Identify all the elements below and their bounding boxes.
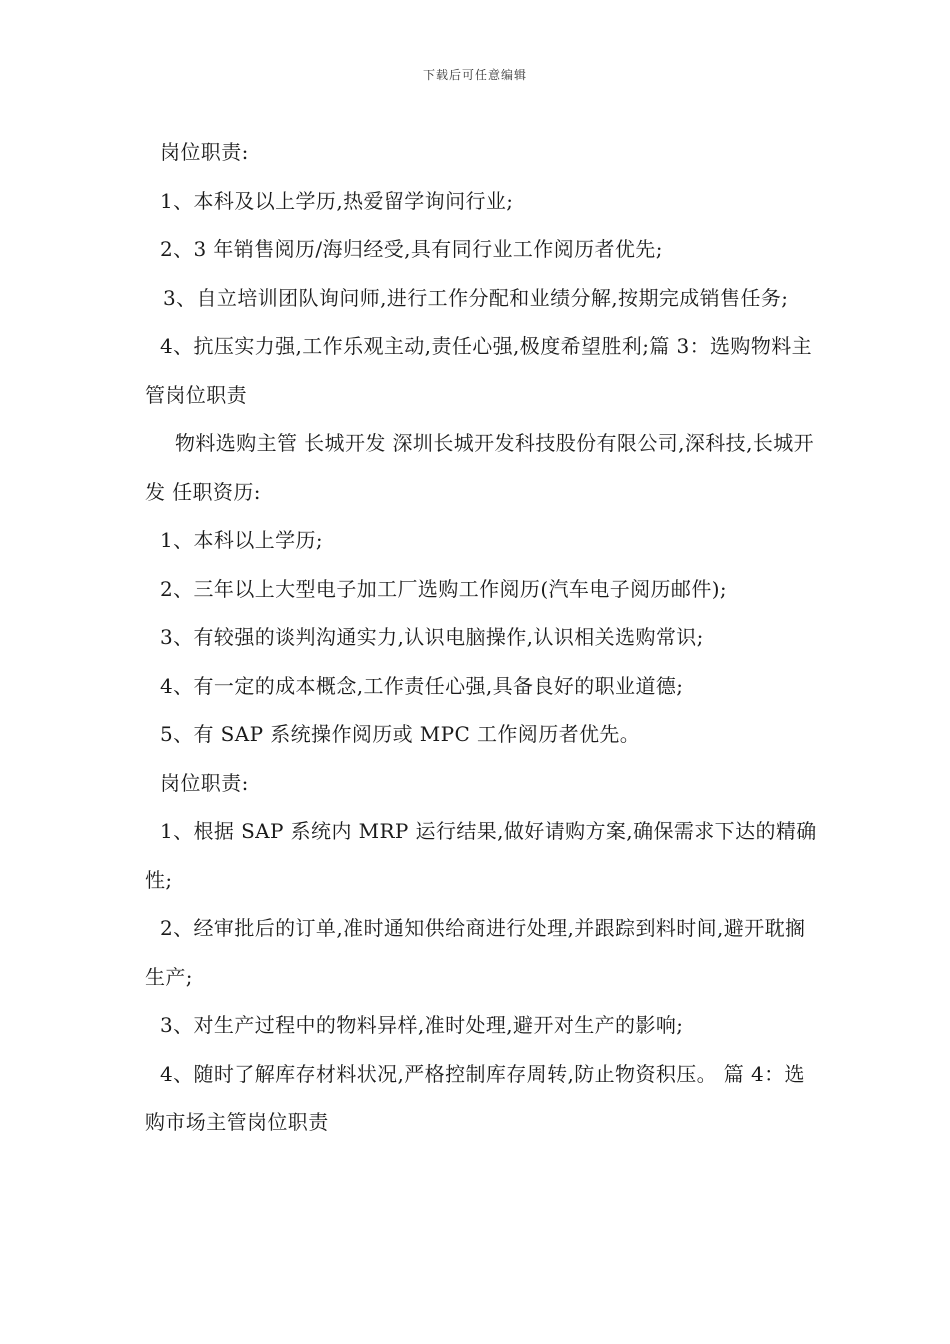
paragraph: 3、对生产过程中的物料异样,准时处理,避开对生产的影响; (160, 1013, 684, 1037)
paragraph: 3、有较强的谈判沟通实力,认识电脑操作,认识相关选购常识; (160, 625, 704, 649)
page-header: 下载后可任意编辑 (422, 68, 527, 82)
paragraph: 1、本科以上学历; (160, 528, 324, 552)
paragraph: 5、有 SAP 系统操作阅历或 MPC 工作阅历者优先。 (160, 722, 641, 746)
paragraph: 岗位职责: (160, 770, 249, 795)
paragraph: 物料选购主管 长城开发 深圳长城开发科技股份有限公司,深科技,长城开发 任职资历: (145, 431, 815, 504)
paragraph: 4、随时了解库存材料状况,严格控制库存周转,防止物资积压。 篇 4：选购市场主管岗位职责 (145, 1061, 805, 1134)
paragraph: 2、经审批后的订单,准时通知供给商进行处理,并跟踪到料时间,避开耽搁生产; (145, 916, 806, 989)
paragraph: 岗位职责: (160, 140, 249, 164)
paragraph: 2、3 年销售阅历/海归经受,具有同行业工作阅历者优先; (160, 237, 663, 261)
document-body (145, 128, 825, 1147)
paragraph: 4、有一定的成本概念,工作责任心强,具备良好的职业道德; (160, 673, 684, 698)
paragraph: 3、自立培训团队询问师,进行工作分配和业绩分解,按期完成销售任务; (163, 285, 789, 310)
paragraph: 2、三年以上大型电子加工厂选购工作阅历(汽车电子阅历邮件); (160, 576, 728, 601)
paragraph: 1、根据 SAP 系统内 MRP 运行结果,做好请购方案,确保需求下达的精确性; (145, 819, 817, 892)
paragraph: 4、抗压实力强,工作乐观主动,责任心强,极度希望胜利;篇 3：选购物料主管岗位职责 (145, 334, 813, 407)
paragraph: 1、本科及以上学历,热爱留学询问行业; (160, 188, 514, 213)
